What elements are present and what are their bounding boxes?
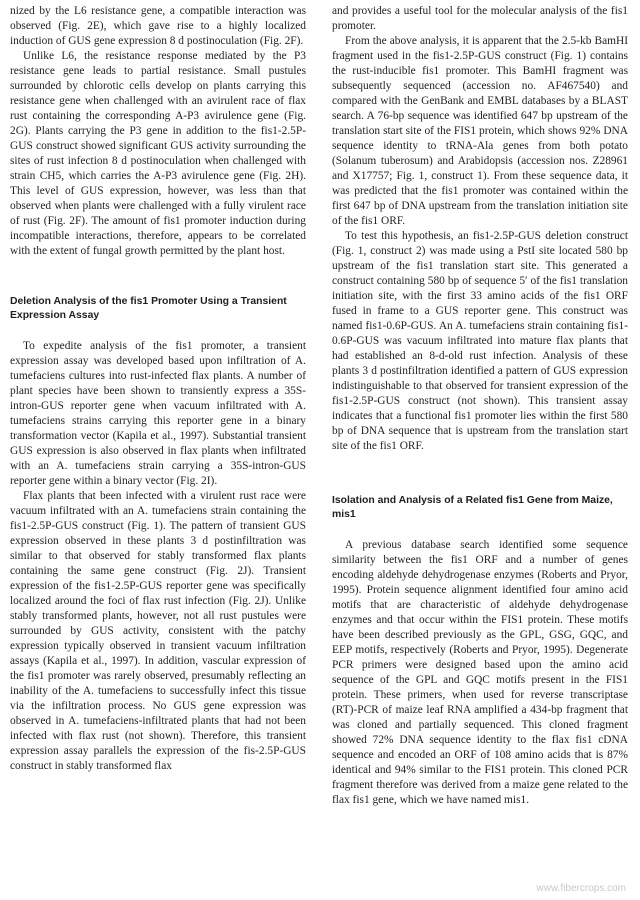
paragraph-unlike-l6: Unlike L6, the resistance response mediated by the P3 resistance gene leads to partial resistance. Small pustules surrounded by chlorotic cells develop on plants carrying this resistance gene when challenged with an avirulent race of flax rust containing the corresponding A-P3 avirulence gene (Fig. 2G). Plants carrying the P3 gene in addition to the fis1-2.5P-GUS construct showed significant GUS activity surrounding the sites of rust infection 8 d postinoculation when challenged with strain CH5, which carries the A-P3 avirulence gene (Fig. 2H). This level of GUS expression, however, was less than that observed when plants were challenged with a fully virulent race of rust (Fig. 2F). The amount of fis1 promoter induction during incompatible interactions, therefore, appears to be correlated with the extent of fungal growth permitted by the plant host. xyxy=(10,50,306,257)
paragraph-continuation-right: and provides a useful tool for the molecular analysis of the fis1 promoter. xyxy=(332,5,628,32)
paragraph-to-test-hypothesis: To test this hypothesis, an fis1-2.5P-GUS deletion construct (Fig. 1, construct 2) was made using a PstI site located 580 bp upstream of the fis1 translation start site. This generated a construct containing 580 bp of sequence 5′ of the fis1 translation initiation site, with the first 33 amino acids of the fis1 ORF fused in frame to a GUS reporter gene. This construct was named fis1-0.6P-GUS. An A. tumefaciens strain containing fis1-0.6P-GUS was vacuum infiltrated into mature flax plants that had established an 8-d-old rust infection. Analysis of these plants 3 d postinfiltration identified a pattern of GUS expression indistinguishable to that observed for transient expression of the fis1-2.5P-GUS construct (not shown). This transient assay indicates that a functional fis1 promoter lies within the first 580 bp of DNA sequence that is upstream from the translation start site of the fis1 ORF. xyxy=(332,230,628,452)
right-column xyxy=(332,4,628,808)
left-column xyxy=(10,4,306,774)
paragraph-continuation-left: nized by the L6 resistance gene, a compatible interaction was observed (Fig. 2E), which gave rise to a highly localized induction of GUS gene expression 8 d postinoculation (Fig. 2F). xyxy=(10,5,306,47)
paragraph-expedite-analysis: To expedite analysis of the fis1 promoter, a transient expression assay was developed based upon infiltration of A. tumefaciens cultures into rust-infected flax plants. A number of plant species have been shown to transiently express a 35S-intron-GUS reporter gene when vacuum infiltrated with A. tumefaciens strains carrying this reporter gene in a binary transformation vector (Kapila et al., 1997). Substantial transient GUS expression is also observed in flax plants when infiltrated with an A. tumefaciens strain carrying a 35S-intron-GUS reporter gene within a binary vector (Fig. 2I). xyxy=(10,340,306,487)
section-heading-isolation-mis1: Isolation and Analysis of a Related fis1 Gene from Maize, mis1 xyxy=(332,495,613,520)
paragraph-previous-database-search: A previous database search identified some sequence similarity between the fis1 ORF and a number of genes encoding aldehyde dehydrogenase enzymes (Roberts and Pryor, 1995). Protein sequence alignment identified four amino acid motifs that are characteristic of aldehyde dehydrogenase enzymes and that occur within the FIS1 protein. These motifs have been described previously as the GPL, GSG, GQC, and EEP motifs, respectively (Roberts and Pryor, 1995). Degenerate PCR primers were designed based upon the amino acid sequence of the GPL and GQC motifs present in the FIS1 protein. These primers, when used for reverse transcriptase (RT)-PCR of maize leaf RNA amplified a 434-bp fragment that was cloned and partially sequenced. This cloned fragment showed 72% DNA sequence identity to the flax fis1 cDNA sequence and encoded an ORF of 108 amino acids that is 87% identical and 94% similar to the FIS1 protein. This cloned PCR fragment therefore was derived from a maize gene related to the flax fis1 gene, which we have named mis1. xyxy=(332,539,628,806)
section-heading-deletion-analysis: Deletion Analysis of the fis1 Promoter Using a Transient Expression Assay xyxy=(10,296,287,321)
paragraph-flax-plants-infected: Flax plants that been infected with a virulent rust race were vacuum infiltrated with an A. tumefaciens strain containing the fis1-2.5P-GUS construct (Fig. 1). The pattern of transient GUS expression observed in these plants 3 d postinfiltration was similar to that observed for stably transformed flax plants containing the same gene construct (Fig. 2J). Transient expression of the fis1-2.5P-GUS reporter gene was specifically localized around the foci of flax rust infection (Fig. 2J). Unlike stably transformed plants, however, not all rust pustules were surrounded by GUS activity, consistent with the patchy expression typically observed in transient vacuum infiltration assays (Kapila et al., 1997). In addition, vascular expression of the fis1 promoter was rarely observed, presumably reflecting an inability of the A. tumefaciens to successfully infect this tissue via the infiltration process. No GUS gene expression was observed in A. tumefaciens-infiltrated plants that had not been infected with flax rust (not shown). Therefore, this transient expression assay parallels the expression of the fis-2.5P-GUS construct in stably transformed flax xyxy=(10,490,306,772)
paragraph-from-above-analysis: From the above analysis, it is apparent that the 2.5-kb BamHI fragment used in the fis1-2.5P-GUS construct (Fig. 1) contains the rust-inducible fis1 promoter. This BamHI fragment was subsequently sequenced (accession no. AF467540) and compared with the GenBank and EMBL databases by a BLAST search. A 76-bp sequence was identified 647 bp upstream of the translation start site of the FIS1 protein, which shows 92% DNA sequence identity to tRNA-Ala genes from both potato (Solanum tuberosum) and Arabidopsis (accession nos. Z28961 and X17757; Fig. 1, construct 1). From these sequence data, it was predicted that the fis1 promoter was contained within the first 647 bp of DNA upstream from the translation initiation site of the fis1 ORF. xyxy=(332,35,628,227)
watermark-text: www.fibercrops.com xyxy=(536,883,626,894)
